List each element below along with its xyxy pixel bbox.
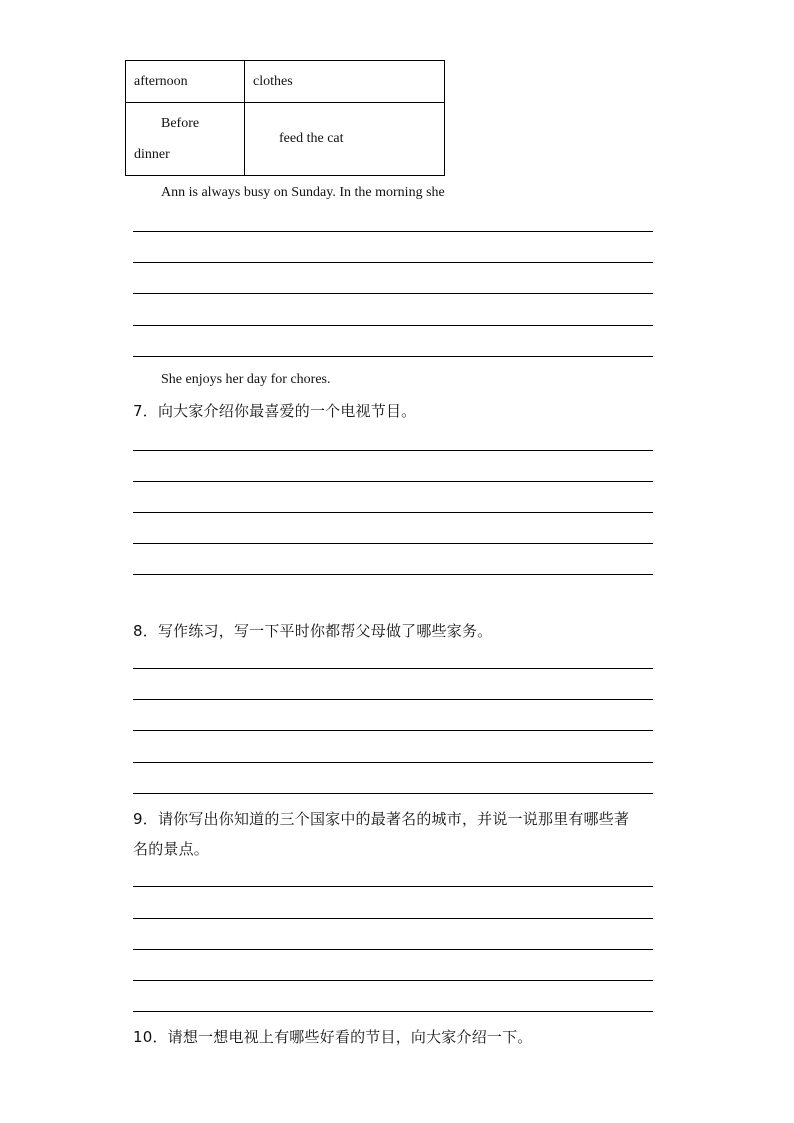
writing-line[interactable] <box>133 325 653 326</box>
table-cell-chore: clothes <box>245 61 445 103</box>
writing-line[interactable] <box>133 730 653 731</box>
writing-line[interactable] <box>133 886 653 887</box>
writing-line[interactable] <box>133 231 653 232</box>
passage-outro: She enjoys her day for chores. <box>161 372 331 387</box>
table-cell-time-text: Before dinner <box>134 116 200 162</box>
table-cell-chore: feed the cat <box>245 103 445 176</box>
writing-line[interactable] <box>133 699 653 700</box>
writing-line[interactable] <box>133 980 653 981</box>
writing-line[interactable] <box>133 1011 653 1012</box>
table-cell-time: afternoon <box>126 61 245 103</box>
writing-line[interactable] <box>133 574 653 575</box>
question-9-line-1: 9．请你写出你知道的三个国家中的最著名的城市，并说一说那里有哪些著 <box>133 810 630 828</box>
question-8: 8．写作练习，写一下平时你都帮父母做了哪些家务。 <box>133 622 493 640</box>
writing-line[interactable] <box>133 793 653 794</box>
writing-line[interactable] <box>133 918 653 919</box>
writing-line[interactable] <box>133 762 653 763</box>
table-row <box>126 103 445 176</box>
question-10: 10．请想一想电视上有哪些好看的节目，向大家介绍一下。 <box>133 1028 533 1046</box>
writing-line[interactable] <box>133 543 653 544</box>
writing-line[interactable] <box>133 668 653 669</box>
question-7: 7．向大家介绍你最喜爱的一个电视节目。 <box>133 402 417 420</box>
writing-line[interactable] <box>133 949 653 950</box>
writing-line[interactable] <box>133 356 653 357</box>
writing-line[interactable] <box>133 481 653 482</box>
passage-intro: Ann is always busy on Sunday. In the morning she <box>161 185 445 200</box>
writing-line[interactable] <box>133 293 653 294</box>
writing-line[interactable] <box>133 262 653 263</box>
table-row <box>126 61 445 103</box>
question-9-line-2: 名的景点。 <box>133 840 210 858</box>
table-cell-time <box>126 103 245 176</box>
writing-line[interactable] <box>133 512 653 513</box>
chores-table <box>125 60 445 176</box>
writing-line[interactable] <box>133 450 653 451</box>
